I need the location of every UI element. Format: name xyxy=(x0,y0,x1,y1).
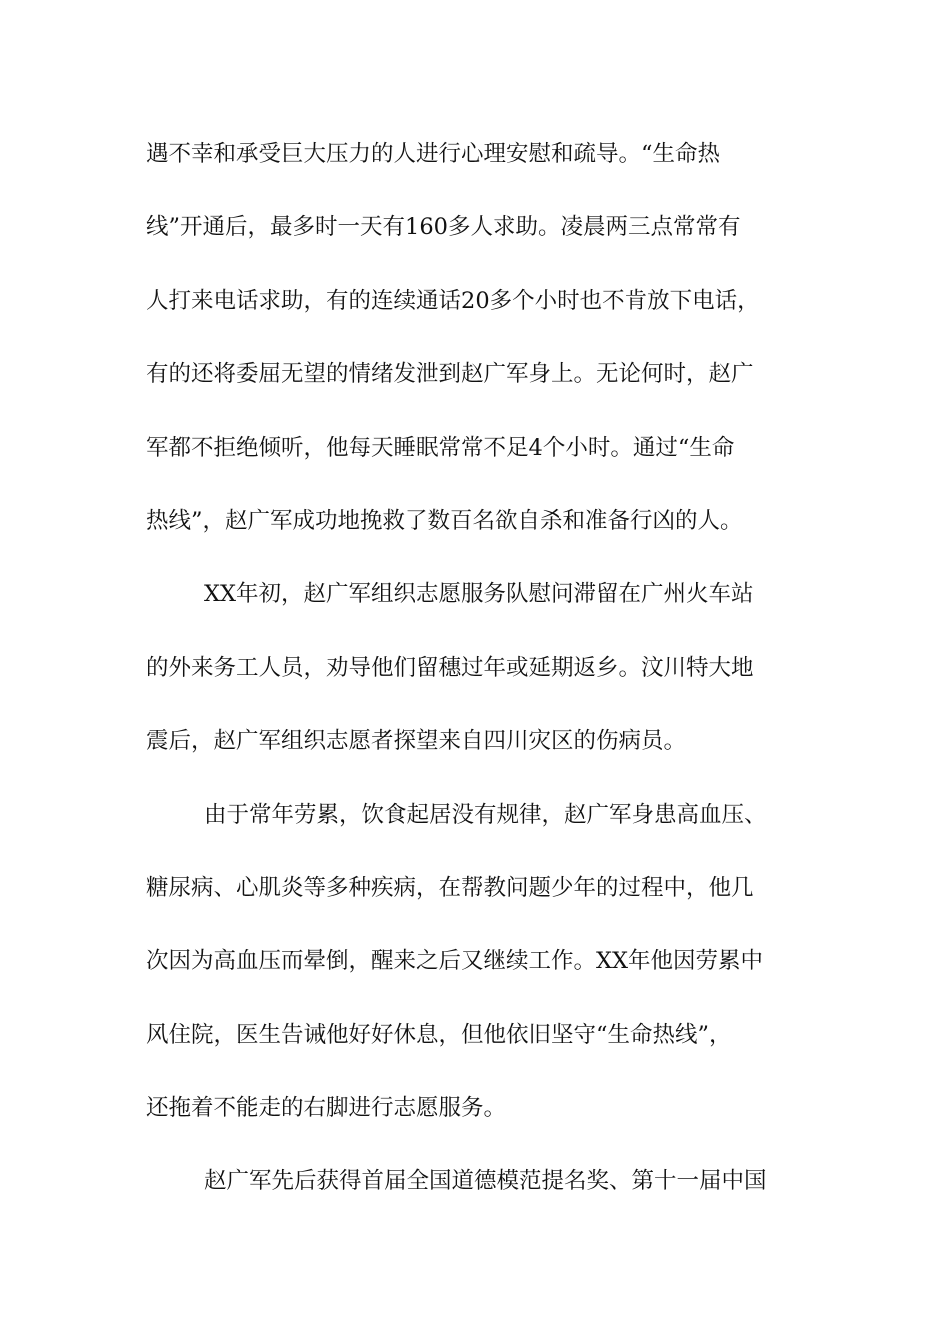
text-line: 人打来电话求助，有的连续通话20多个小时也不肯放下电话， xyxy=(146,287,760,314)
text-line: 线”开通后，最多时一天有160多人求助。凌晨两三点常常有 xyxy=(146,214,741,241)
text-line: 有的还将委屈无望的情绪发泄到赵广军身上。无论何时，赵广 xyxy=(146,361,754,388)
paragraph-start-line: 由于常年劳累，饮食起居没有规律，赵广军身患高血压、 xyxy=(204,801,767,828)
text-line: 军都不拒绝倾听，他每天睡眠常常不足4个小时。通过“生命 xyxy=(146,434,735,461)
text-line: 糖尿病、心肌炎等多种疾病，在帮教问题少年的过程中，他几 xyxy=(146,874,754,901)
text-line: 的外来务工人员，劝导他们留穗过年或延期返乡。汶川特大地 xyxy=(146,654,754,681)
paragraph-start-line: 赵广军先后获得首届全国道德模范提名奖、第十一届中国 xyxy=(204,1168,767,1195)
paragraph-start-line: XX年初，赵广军组织志愿服务队慰问滞留在广州火车站 xyxy=(204,581,754,608)
text-line: 震后，赵广军组织志愿者探望来自四川灾区的伤病员。 xyxy=(146,728,687,755)
text-line: 风住院，医生告诫他好好休息，但他依旧坚守“生命热线”， xyxy=(146,1021,732,1048)
text-line: 还拖着不能走的右脚进行志愿服务。 xyxy=(146,1095,507,1122)
text-line: 次因为高血压而晕倒，醒来之后又继续工作。XX年他因劳累中 xyxy=(146,948,764,975)
body-text xyxy=(146,128,811,1229)
text-line: 热线”，赵广军成功地挽救了数百名欲自杀和准备行凶的人。 xyxy=(146,507,743,534)
text-line: 遇不幸和承受巨大压力的人进行心理安慰和疏导。“生命热 xyxy=(146,141,721,167)
